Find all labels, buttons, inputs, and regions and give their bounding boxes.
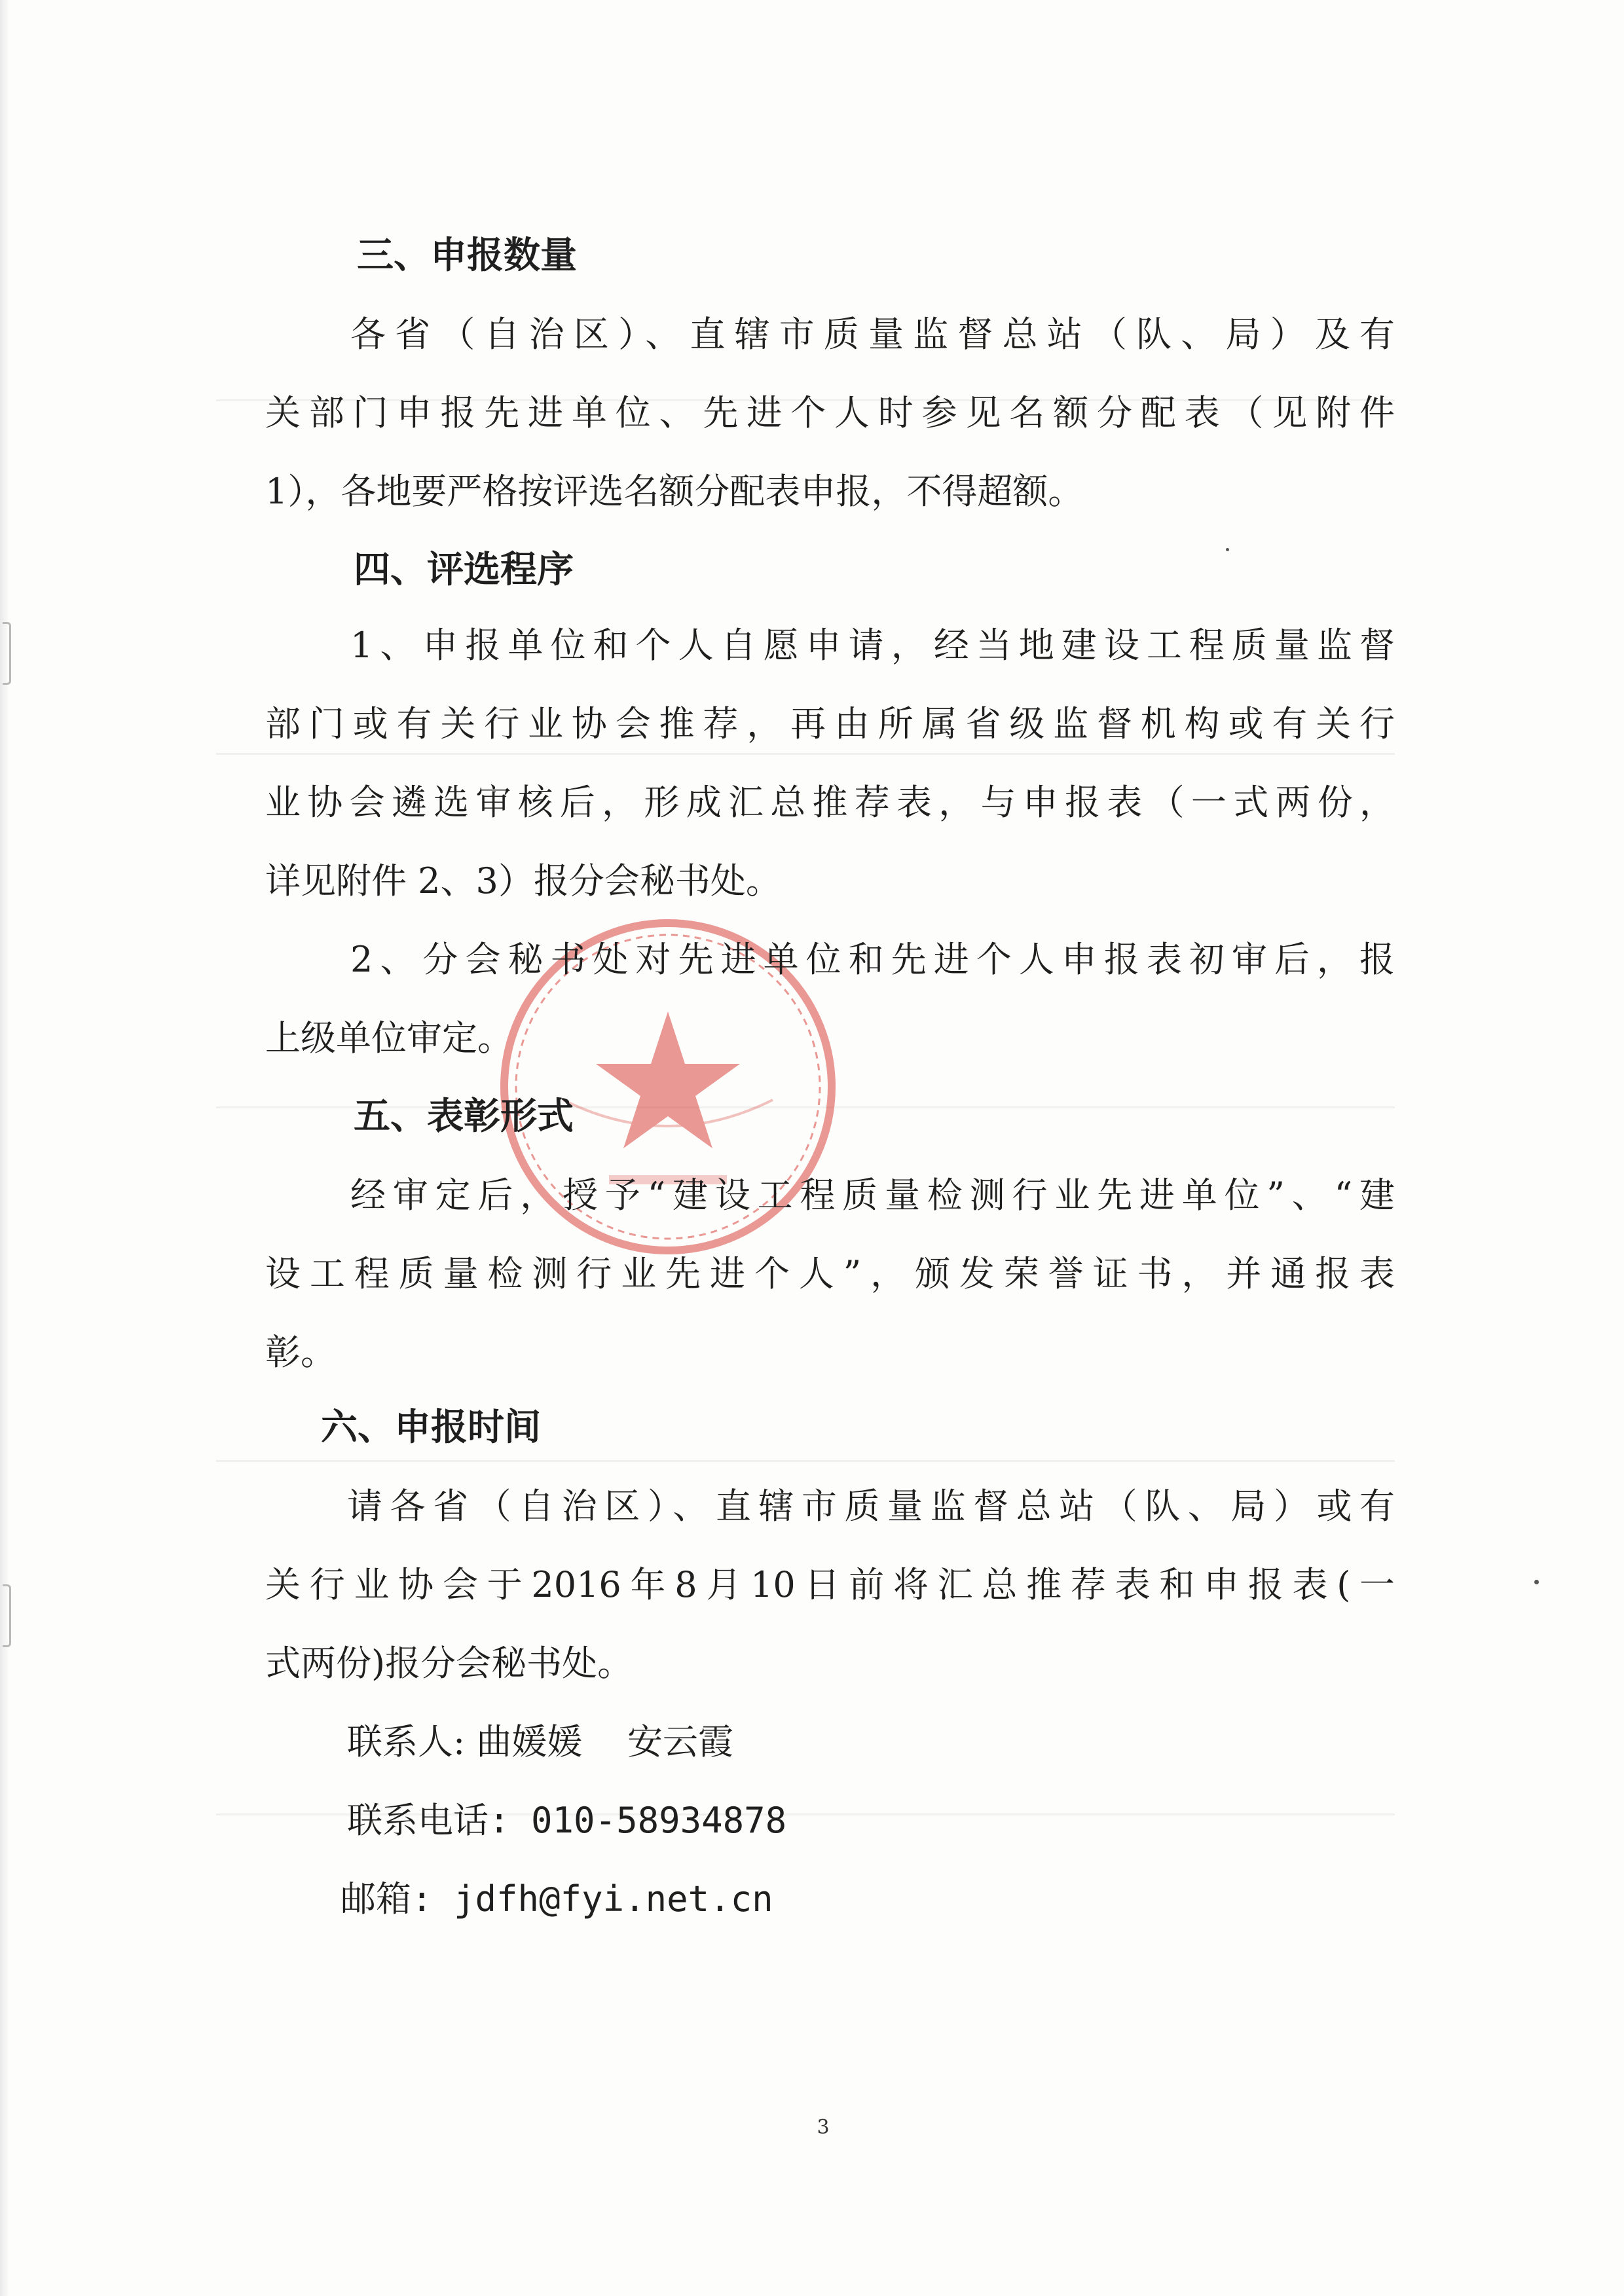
scan-speck	[1534, 1580, 1539, 1584]
contact-people: 联系人: 曲媛媛 安云霞	[347, 1721, 734, 1762]
paragraph-line: 业协会遴选审核后，形成汇总推荐表，与申报表（一式两份，	[265, 782, 1395, 823]
paragraph-line: 上级单位审定。	[265, 1017, 513, 1059]
paragraph-line: 1），各地要严格按评选名额分配表申报，不得超额。	[265, 471, 1084, 512]
paragraph-line: 部门或有关行业协会推荐，再由所属省级监督机构或有关行	[265, 703, 1395, 744]
binding-edge	[0, 0, 9, 2296]
scan-speck	[1226, 548, 1229, 551]
paragraph-line: 经审定后，授予“建设工程质量检测行业先进单位”、“建	[350, 1175, 1395, 1216]
section-heading-procedure: 四、评选程序	[354, 549, 574, 591]
contact-email: 邮箱: jdfh@fyi.net.cn	[341, 1878, 773, 1920]
section-heading-quantity: 三、申报数量	[357, 234, 577, 277]
paragraph-line: 彰。	[265, 1332, 336, 1373]
paragraph-line: 各省（自治区）、直辖市质量监督总站（队、局）及有	[350, 314, 1395, 355]
paragraph-line: 设工程质量检测行业先进个人”，颁发荣誉证书，并通报表	[265, 1253, 1395, 1294]
paragraph-line: 2、分会秘书处对先进单位和先进个人申报表初审后，报	[350, 939, 1395, 980]
contact-phone: 联系电话: 010-58934878	[347, 1800, 787, 1841]
paragraph-line: 1、申报单位和个人自愿申请，经当地建设工程质量监督	[350, 625, 1395, 666]
section-heading-commendation: 五、表彰形式	[354, 1095, 574, 1138]
page-number: 3	[817, 2116, 830, 2139]
paragraph-line: 详见附件 2、3）报分会秘书处。	[265, 860, 781, 902]
section-heading-deadline: 六、申报时间	[321, 1406, 541, 1449]
paragraph-line: 关部门申报先进单位、先进个人时参见名额分配表（见附件	[265, 392, 1395, 433]
staple-mark	[3, 1584, 11, 1647]
staple-mark	[3, 622, 11, 685]
paragraph-line: 式两份)报分会秘书处。	[265, 1643, 633, 1684]
paragraph-line: 请各省（自治区）、直辖市质量监督总站（队、局）或有	[347, 1485, 1395, 1527]
paragraph-line: 关行业协会于2016年8月10日前将汇总推荐表和申报表(一	[265, 1564, 1395, 1605]
